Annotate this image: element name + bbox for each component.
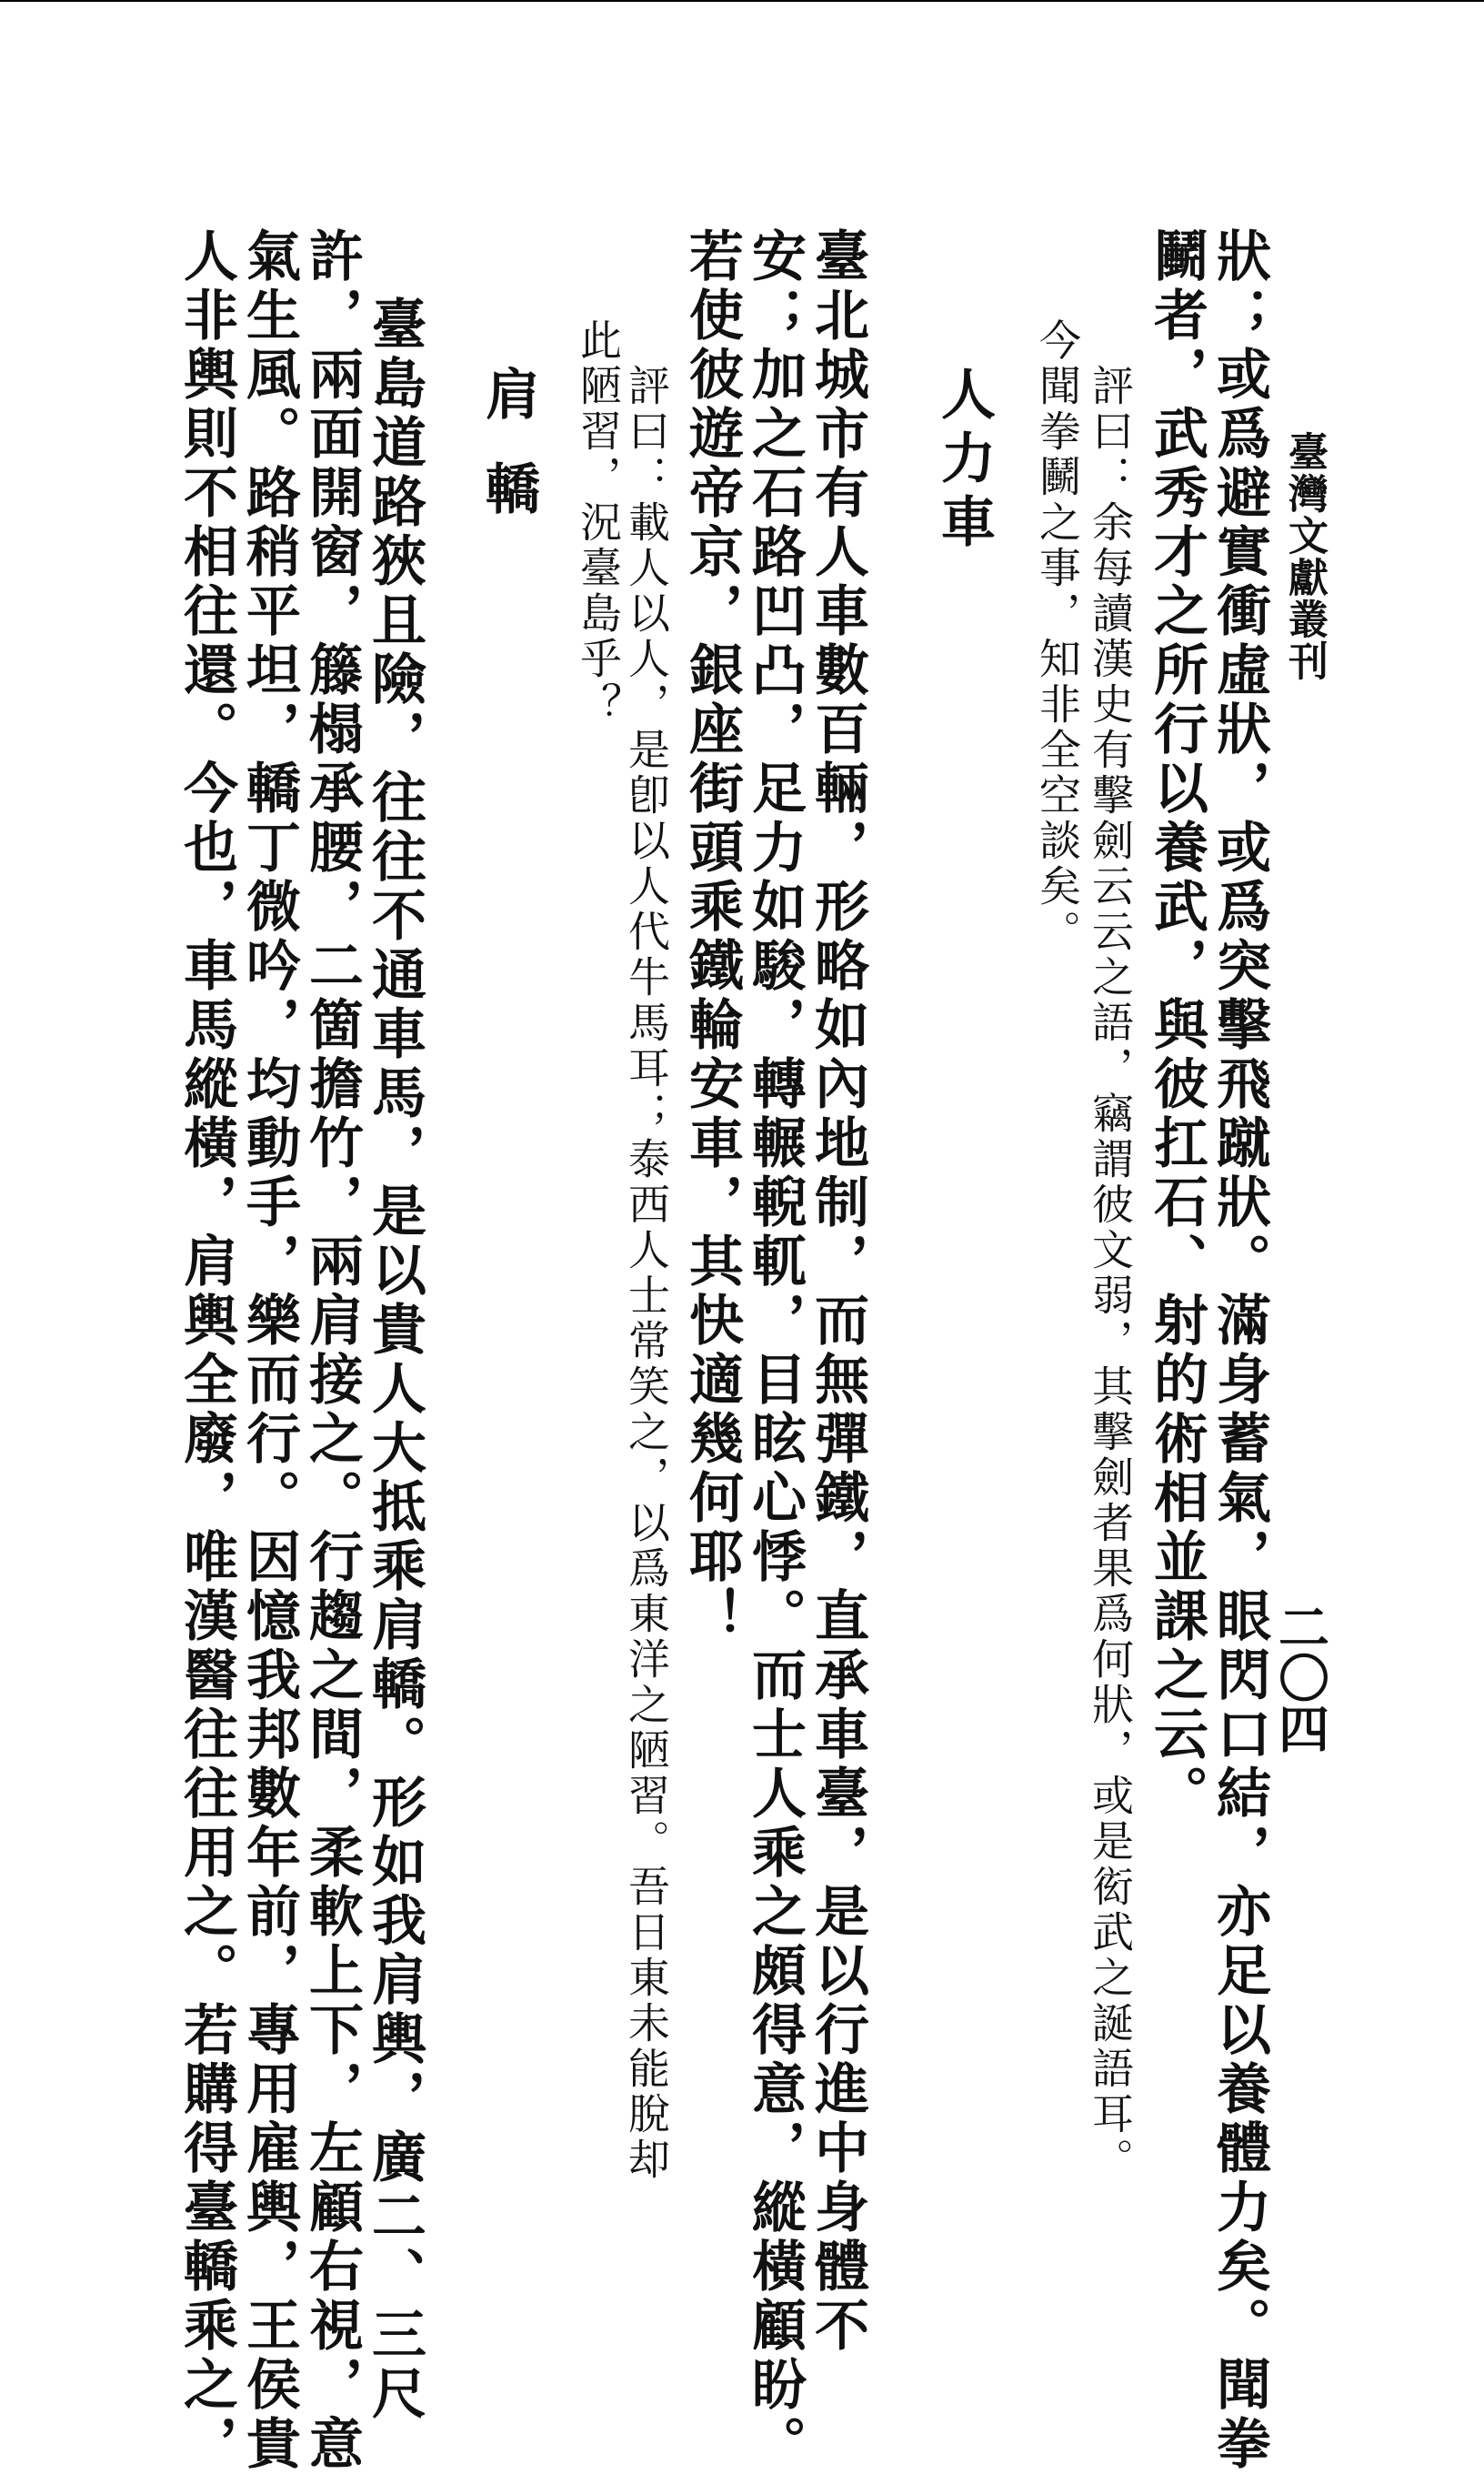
text-column-main: 氣生風。路稍平坦，轎丁微吟，均動手，樂而行。因憶我邦數年前，專用雇輿，王侯貴 <box>237 227 301 2474</box>
text-column-main: 鬭者，武秀才之所行以養武，與彼扛石、射的術相並課之云。 <box>1145 227 1208 1824</box>
section-title-sedan-chair: 肩轎 <box>476 366 540 555</box>
text-column-main: 狀；或爲避實衝虛狀，或爲突擊飛蹴狀。滿身蓄氣，眼閃口結，亦足以養體力矣。聞拳 <box>1208 227 1271 2474</box>
commentary-column: 評曰：載人以人，是卽以人代牛馬耳；泰西人士常笑之，以爲東洋之陋習。吾日東未能脫却 <box>622 364 671 2183</box>
commentary-column: 此陋習，況臺島乎？ <box>574 318 623 728</box>
text-column-main: 安；加之石路凹凸，足力如駿，轉輾輗軏，目眩心悸。而士人乘之頗得意，縱橫顧盼。 <box>743 227 807 2474</box>
text-column-main: 臺島道路狹且險，往往不通車馬，是以貴人大抵乘肩轎。形如我肩輿，廣二、三尺 <box>363 296 426 2424</box>
commentary-column: 評曰：余每讀漢史有擊劍云云之語，竊謂彼文弱，其擊劍者果爲何狀，或是衒武之誕語耳。 <box>1086 364 1135 2183</box>
commentary-column: 今聞拳鬭之事，知非全空談矣。 <box>1033 318 1082 955</box>
section-title-rickshaw: 人力車 <box>932 366 996 557</box>
text-column-main: 臺北城市有人車數百輛，形略如內地制，而無彈鐵，直承車臺，是以行進中身體不 <box>806 227 869 2356</box>
top-border-line <box>0 0 1484 2</box>
text-column-main: 若使彼遊帝京，銀座街頭乘鐵輪安車，其快適幾何耶！ <box>680 227 744 1646</box>
text-column-main: 許，兩面開窗，籐榻承腰，二箇擔竹，兩肩接之。行趨之間，柔軟上下，左顧右視，意 <box>300 227 364 2474</box>
text-column-main: 人非輿則不相往還。今也，車馬縱橫，肩輿全廢，唯漢醫往往用之。若購得臺轎乘之， <box>175 227 238 2474</box>
book-title-header: 臺灣文獻叢刊 <box>1281 431 1328 682</box>
page-number: 二〇四 <box>1270 1601 1330 1754</box>
